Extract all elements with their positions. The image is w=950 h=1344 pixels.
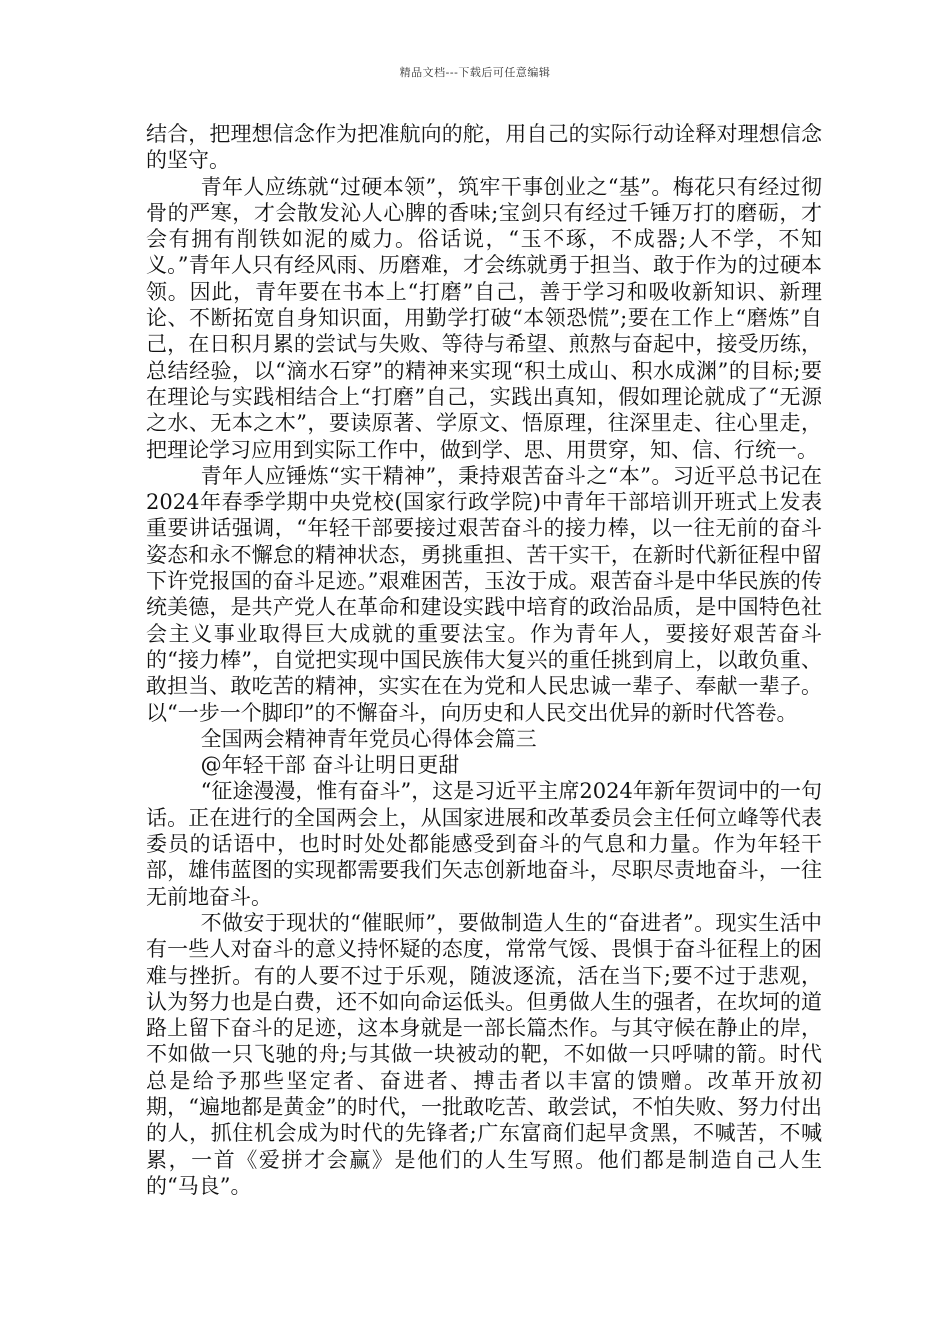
paragraph-continuation: 结合，把理想信念作为把准航向的舵，用自己的实际行动诠释对理想信念的坚守。 bbox=[146, 122, 822, 173]
paragraph: 青年人应练就“过硬本领”，筑牢干事创业之“基”。梅花只有经过彻骨的严寒，才会散发沁人心脾的香味;宝剑只有经过千锤万打的磨砺，才会有拥有削铁如泥的威力。俗话说，“玉不琢，不成器;人不学，不知义。”青年人只有经风雨、历磨难，才会练就勇于担当、敢于作为的过硬本领。因此，青年要在书本上“打磨”自己，善于学习和吸收新知识、新理论、不断拓宽自身知识面，用勤学打破“本领恐慌”;要在工作上“磨炼”自己，在日积月累的尝试与失败、等待与希望、煎熬与奋起中，接受历练，总结经验，以“滴水石穿”的精神来实现“积土成山、积水成渊”的目标;要在理论与实践相结合上“打磨”自己，实践出真知，假如理论就成了“无源之水、无本之木”，要读原著、学原文、悟原理，往深里走、往心里走，把理论学习应用到实际工作中，做到学、思、用贯穿，知、信、行统一。 bbox=[146, 174, 822, 462]
page-header: 精品文档---下载后可任意编辑 bbox=[399, 66, 551, 79]
paragraph: “征途漫漫，惟有奋斗”，这是习近平主席2024年新年贺词中的一句话。正在进行的全国两会上，从国家进展和改革委员会主任何立峰等代表委员的话语中，也时时处处都能感受到奋斗的气息和力量。作为年轻干部，雄伟蓝图的实现都需要我们矢志创新地奋斗，尽职尽责地奋斗，一往无前地奋斗。 bbox=[146, 779, 822, 909]
document-body bbox=[146, 121, 822, 1199]
section-title: 全国两会精神青年党员心得体会篇三 bbox=[200, 726, 537, 751]
paragraph: 青年人应锤炼“实干精神”，秉持艰苦奋斗之“本”。习近平总书记在2024年春季学期中央党校(国家行政学院)中青年干部培训开班式上发表重要讲话强调，“年轻干部要接过艰苦奋斗的接力棒，以一往无前的奋斗姿态和永不懈怠的精神状态，勇挑重担、苦干实干，在新时代新征程中留下许党报国的奋斗足迹。”艰难困苦，玉汝于成。艰苦奋斗是中华民族的传统美德，是共产党人在革命和建设实践中培育的政治品质，是中国特色社会主义事业取得巨大成就的重要法宝。作为青年人，要接好艰苦奋斗的“接力棒”，自觉把实现中国民族伟大复兴的重任挑到肩上，以敢负重、敢担当、敢吃苦的精神，实实在在为党和人民忠诚一辈子、奉献一辈子。以“一步一个脚印”的不懈奋斗，向历史和人民交出优异的新时代答卷。 bbox=[146, 463, 822, 725]
paragraph: 不做安于现状的“催眠师”，要做制造人生的“奋进者”。现实生活中有一些人对奋斗的意义持怀疑的态度，常常气馁、畏惧于奋斗征程上的困难与挫折。有的人要不过于乐观，随波逐流，活在当下;要不过于悲观，认为努力也是白费，还不如向命运低头。但勇做人生的强者，在坎坷的道路上留下奋斗的足迹，这本身就是一部长篇杰作。与其守候在静止的岸，不如做一只飞驰的舟;与其做一块被动的靶，不如做一只呼啸的箭。时代总是给予那些坚定者、奋进者、搏击者以丰富的馈赠。改革开放初期，“遍地都是黄金”的时代，一批敢吃苦、敢尝试，不怕失败、努力付出的人，抓住机会成为时代的先锋者;广东富商们起早贪黑，不喊苦，不喊累，一首《爱拼才会赢》是他们的人生写照。他们都是制造自己人生的“马良”。 bbox=[146, 910, 822, 1198]
section-subtitle: @年轻干部 奋斗让明日更甜 bbox=[200, 753, 460, 778]
